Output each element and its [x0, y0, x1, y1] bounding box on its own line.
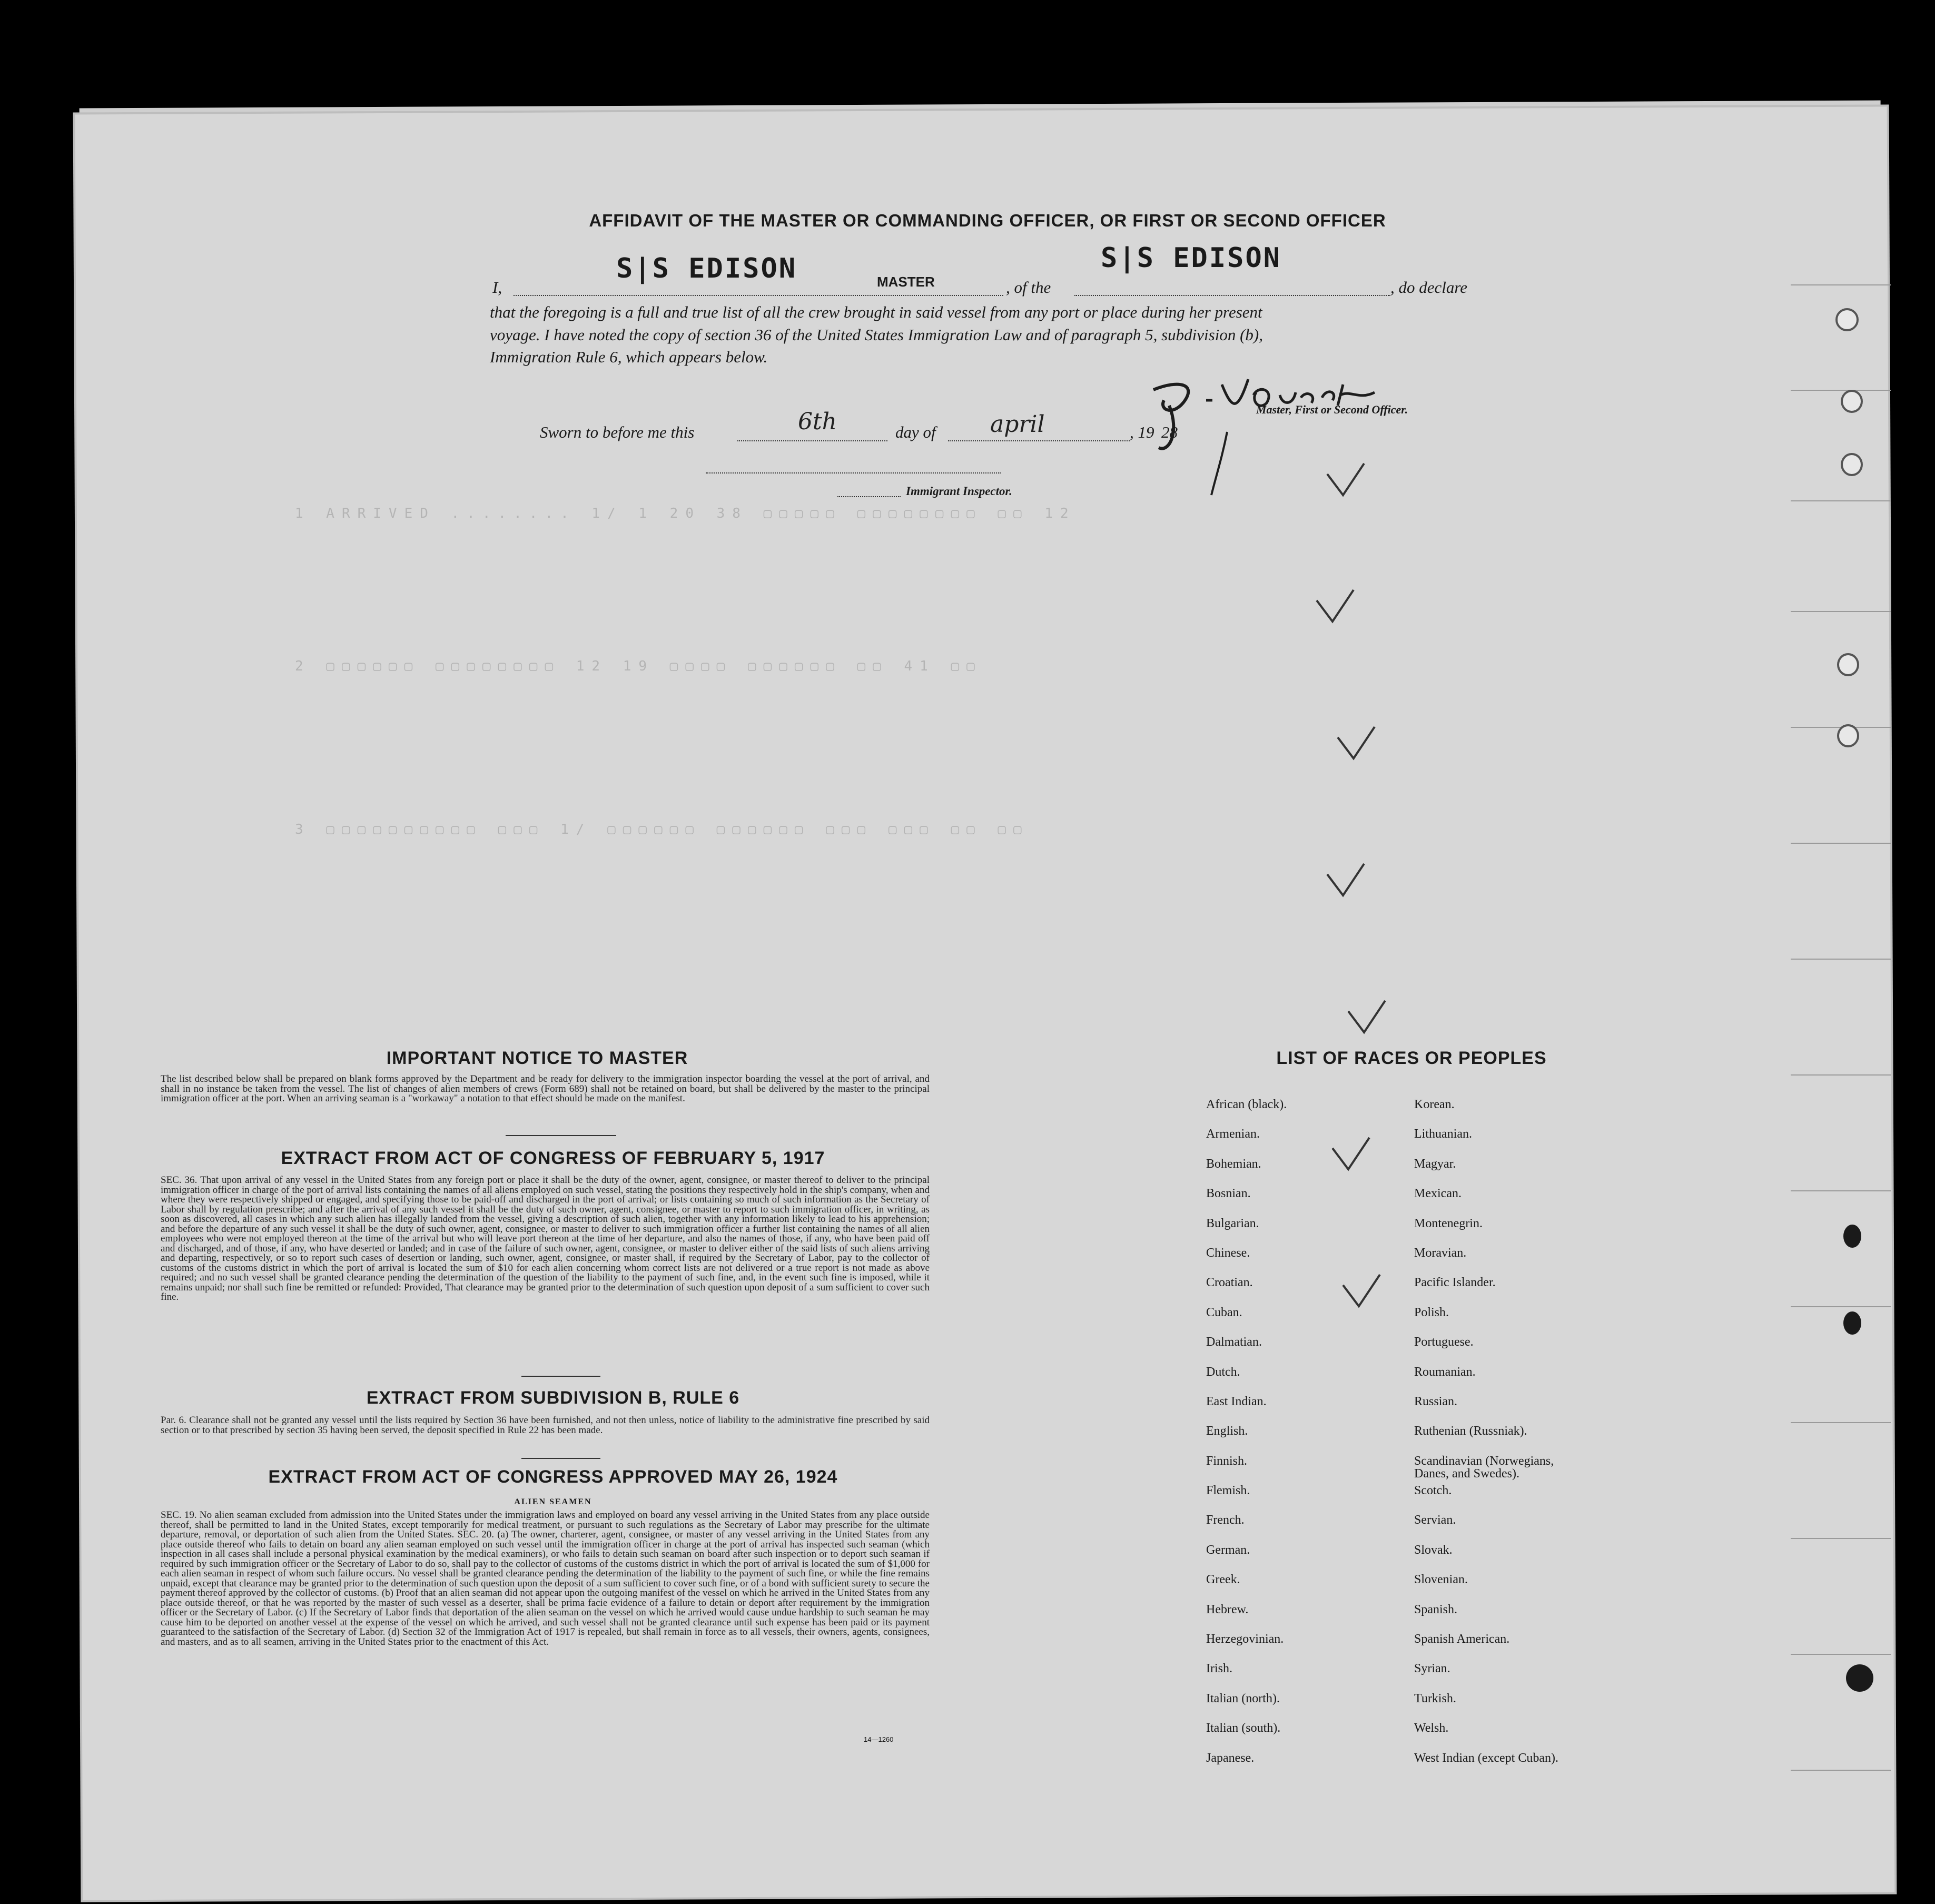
race-item: Spanish.: [1414, 1602, 1458, 1616]
signature-caption: Master, First or Second Officer.: [1256, 403, 1408, 416]
race-item: Lithuanian.: [1414, 1127, 1472, 1141]
extract-1924-title: EXTRACT FROM ACT OF CONGRESS APPROVED MAY 26, 1924: [268, 1467, 838, 1487]
name-line: [514, 295, 1003, 296]
margin-rule: [1791, 959, 1891, 960]
form-code: 14—1260: [864, 1735, 894, 1743]
extract-1924-subtitle: ALIEN SEAMEN: [514, 1497, 592, 1506]
margin-rule: [1791, 1306, 1891, 1307]
race-item: Irish.: [1206, 1662, 1232, 1676]
check-marks: [1306, 442, 1485, 1443]
race-item: Cuban.: [1206, 1305, 1242, 1319]
race-item: Turkish.: [1414, 1691, 1456, 1705]
do-declare-label: , do declare: [1390, 278, 1468, 297]
margin-rule: [1791, 611, 1891, 612]
inspector-caption: Immigrant Inspector.: [906, 485, 1012, 498]
punch-hole: [1837, 653, 1859, 676]
race-item: Syrian.: [1414, 1662, 1450, 1676]
extract-1924-text: SEC. 19. No alien seaman excluded from admission into the United States under the immigration laws and employed on board any vessel arriving in the United States from any place outside thereof, shall be permitted to land in the United States, except temporarily for medical treatment, or pursuant to such regulations as the Secretary of Labor may prescribe for the ultimate departure, removal, or deportation of such alien from the United States. SEC. 20. (a) The owner, charterer, agent, consignee, or master of any vessel arriving in the United States from any place outside thereof who fails to detain on board any alien seaman employed on such vessel until the immigration officer in charge at the port of arrival has inspected such seaman (which inspection in all cases shall include a personal physical examination by the medical examiners), or who fails to detain such seaman on board after such inspection or to deport such seaman if required by such immigration officer or the Secretary of Labor to do so, shall pay to the collector of customs of the customs district in which the port of arrival is located the sum of $1,000 for each alien seaman in respect of whom such failure occurs. No vessel shall be granted clearance pending the determination of the liability to the payment of such fine, or while the fine remains unpaid, except that clearance may be granted prior to the determination of such question upon the deposit of a sum sufficient to cover such fine, or of a bond with sufficient surety to secure the payment thereof approved by the collector of customs. (b) Proof that an alien seaman did not appear upon the outgoing manifest of the vessel on which he arrived in the United States from any place outside thereof, or that he was reported by the master of such vessel as a deserter, shall be prima facie evidence of a failure to detain or deport after requirement by the immigration officer or the Secretary of Labor. (c) If the Secretary of Labor finds that deportation of the alien seaman on the vessel on which he arrived would cause undue hardship to such seaman he may cause him to be deported on another vessel at the expense of the vessel on which he arrived, and such vessel shall not be granted clearance until such expense has been paid or its payment guaranteed to the satisfaction of the Secretary of Labor. (d) Section 32 of the Immigration Act of 1917 is repealed, but shall remain in force as to all vessels, their owners, agents, consignees, and masters, and as to all seamen, arriving in the United States prior to the enactment of this Act.: [161, 1510, 930, 1647]
bleed-through: 2 ▢▢▢▢▢▢ ▢▢▢▢▢▢▢▢ 12 19 ▢▢▢▢ ▢▢▢▢▢▢ ▢▢ 41 ▢▢: [295, 658, 982, 674]
race-item: English.: [1206, 1424, 1248, 1438]
race-item: Japanese.: [1206, 1751, 1255, 1765]
rank-stamp: MASTER: [877, 274, 935, 290]
sworn-month: april: [990, 411, 1045, 438]
race-item: Korean.: [1414, 1098, 1455, 1111]
race-item: Finnish.: [1206, 1454, 1248, 1468]
races-title: LIST OF RACES OR PEOPLES: [1276, 1048, 1547, 1068]
month-line: [948, 440, 1130, 441]
race-item: Bulgarian.: [1206, 1216, 1259, 1230]
race-item: Magyar.: [1414, 1157, 1456, 1171]
margin-rule: [1791, 843, 1891, 844]
race-item: Italian (south).: [1206, 1721, 1281, 1735]
race-item: Dutch.: [1206, 1365, 1240, 1379]
race-item: French.: [1206, 1513, 1245, 1527]
race-item: Herzegovinian.: [1206, 1632, 1284, 1646]
race-item: Flemish.: [1206, 1484, 1250, 1498]
punch-hole: [1843, 1311, 1861, 1335]
i-label: I,: [492, 278, 502, 297]
notice-title: IMPORTANT NOTICE TO MASTER: [386, 1048, 688, 1068]
year-prefix: , 19: [1130, 423, 1154, 441]
sworn-day: 6th: [798, 408, 837, 435]
race-item: Bohemian.: [1206, 1157, 1261, 1171]
day-of-label: day of: [895, 423, 936, 441]
race-item: Slovenian.: [1414, 1573, 1468, 1587]
punch-hole: [1841, 453, 1863, 476]
margin-rule: [1791, 284, 1891, 285]
race-item: Ruthenian (Russniak).: [1414, 1424, 1527, 1438]
extract-rule6-title: EXTRACT FROM SUBDIVISION B, RULE 6: [366, 1388, 740, 1408]
race-item: African (black).: [1206, 1098, 1287, 1111]
race-item: Italian (north).: [1206, 1691, 1280, 1705]
margin-rule: [1791, 1190, 1891, 1191]
race-item: East Indian.: [1206, 1394, 1267, 1408]
extract-1917-text: SEC. 36. That upon arrival of any vessel in the United States from any foreign port or place it shall be the duty of the owner, agent, consignee, or master thereof to deliver to the principal immigration officer in charge of the port of arrival lists containing the names of all aliens employed on such vessel, stating the positions they respectively hold in the ship's company, when and where they were respectively shipped or engaged, and specifying those to be paid-off and discharged in the port of arrival; or lists containing so much of such information as the Secretary of Labor shall by regulation prescribe; and after the arrival of any such vessel it shall be the duty of such owner, agent, consignee, or master to report to such immigration officer, in writing, as soon as discovered, all cases in which any such alien has illegally landed from the vessel, giving a description of such alien, together with any information likely to lead to his apprehension; and before the departure of any such vessel it shall be the duty of such owner, agent, consignee, or master to deliver to such immigration officer a further list containing the names of all alien employees who were not employed thereon at the time of the arrival but who will leave port thereon at the time of her departure, and also the names of those, if any, who have been paid off and discharged, and of those, if any, who have deserted or landed; and in case of the failure of such owner, agent, consignee, or master to deliver either of the said lists of such aliens arriving and departing, respectively, or so to report such cases of desertion or landing, such owner, agent, consignee, or master shall, if required by the Secretary of Labor, pay to the collector of customs of the customs district in which the port of arrival is located the sum of $10 for each alien concerning whom correct lists are not delivered or a true report is not made as above required; and no such vessel shall be granted clearance pending the determination of the question of the liability to the payment of such fine, and, in the event such fine is imposed, while it remains unpaid; nor shall such fine be remitted or refunded: Provided, That clearance may be granted prior to the determination of such question upon deposit of a sum sufficient to cover such fine.: [161, 1175, 930, 1303]
race-item: Welsh.: [1414, 1721, 1449, 1735]
year-suffix: 28: [1161, 423, 1178, 441]
punch-hole: [1837, 724, 1859, 747]
inspector-line-2: [837, 496, 901, 497]
race-item: Russian.: [1414, 1394, 1458, 1408]
race-item: Spanish American.: [1414, 1632, 1510, 1646]
day-line: [737, 440, 887, 441]
punch-hole: [1846, 1664, 1873, 1692]
race-item: Mexican.: [1414, 1187, 1462, 1201]
race-item: Scotch.: [1414, 1484, 1452, 1498]
vessel-line: [1074, 295, 1390, 296]
race-item: Polish.: [1414, 1305, 1449, 1319]
race-item: Servian.: [1414, 1513, 1456, 1527]
race-item: Pacific Islander.: [1414, 1276, 1496, 1290]
race-item: Croatian.: [1206, 1276, 1253, 1290]
margin-rule: [1791, 1074, 1891, 1076]
margin-rule: [1791, 1422, 1891, 1423]
bleed-through: 1 ARRIVED ........ 1/ 1 20 38 ▢▢▢▢▢ ▢▢▢▢▢▢▢▢ ▢▢ 12: [295, 506, 1076, 521]
punch-hole: [1841, 390, 1863, 413]
margin-rule: [1791, 500, 1891, 501]
bleed-through: 3 ▢▢▢▢▢▢▢▢▢▢ ▢▢▢ 1/ ▢▢▢▢▢▢ ▢▢▢▢▢▢ ▢▢▢ ▢▢▢ ▢▢ ▢▢: [295, 822, 1029, 837]
race-item: Slovak.: [1414, 1543, 1453, 1557]
divider: [506, 1135, 616, 1136]
divider: [521, 1458, 600, 1459]
extract-rule6-text: Par. 6. Clearance shall not be granted any vessel until the lists required by Section 36 have been furnished, and not then unless, notice of liability to the administrative fine prescribed by said section or to that prescribed by section 35 having been served, the deposit specified in Rule 22 has been made.: [161, 1415, 930, 1436]
margin-rule: [1791, 1538, 1891, 1539]
inspector-line-1: [706, 472, 1001, 473]
margin-rule: [1791, 1770, 1891, 1771]
divider: [521, 1376, 600, 1377]
declaration-line-1: that the foregoing is a full and true list of all the crew brought in said vessel from any port or place during her present: [490, 303, 1262, 321]
punch-hole: [1835, 308, 1859, 331]
race-item: Portuguese.: [1414, 1335, 1474, 1349]
punch-hole: [1843, 1225, 1861, 1248]
race-item: German.: [1206, 1543, 1250, 1557]
margin-rule: [1791, 390, 1891, 391]
declaration-line-2: voyage. I have noted the copy of section 36 of the United States Immigration Law and of paragraph 5, subdivision (b),: [490, 325, 1263, 344]
race-item: Scandinavian (Norwegians, Danes, and Swedes).: [1414, 1454, 1554, 1481]
affidavit-title: AFFIDAVIT OF THE MASTER OR COMMANDING OFFICER, OR FIRST OR SECOND OFFICER: [589, 211, 1386, 230]
race-item: Bosnian.: [1206, 1187, 1251, 1201]
of-the-label: , of the: [1006, 278, 1051, 297]
vessel-name: S|S EDISON: [1101, 242, 1282, 274]
race-item: Montenegrin.: [1414, 1216, 1483, 1230]
margin-rule: [1791, 1654, 1891, 1655]
race-item: Dalmatian.: [1206, 1335, 1262, 1349]
master-name: S|S EDISON: [616, 253, 797, 284]
race-item: West Indian (except Cuban).: [1414, 1751, 1558, 1765]
race-item: Roumanian.: [1414, 1365, 1476, 1379]
sworn-label: Sworn to before me this: [540, 423, 695, 441]
race-item: Chinese.: [1206, 1246, 1250, 1260]
extract-1917-title: EXTRACT FROM ACT OF CONGRESS OF FEBRUARY 5, 1917: [281, 1148, 825, 1168]
race-item: Armenian.: [1206, 1127, 1260, 1141]
race-item: Greek.: [1206, 1573, 1240, 1587]
race-item: Hebrew.: [1206, 1602, 1249, 1616]
notice-text: The list described below shall be prepared on blank forms approved by the Department and be ready for delivery to the immigration inspector boarding the vessel at the port of arrival, and shall in no instance be taken from the vessel. The list of changes of alien members of crews (Form 689) shall not be retained on board, but shall be delivered by the master to the principal immigration officer at the port. When an arriving seaman is a "workaway" a notation to that effect should be made on the manifest.: [161, 1073, 930, 1104]
race-item: Moravian.: [1414, 1246, 1467, 1260]
declaration-line-3: Immigration Rule 6, which appears below.: [490, 348, 768, 366]
